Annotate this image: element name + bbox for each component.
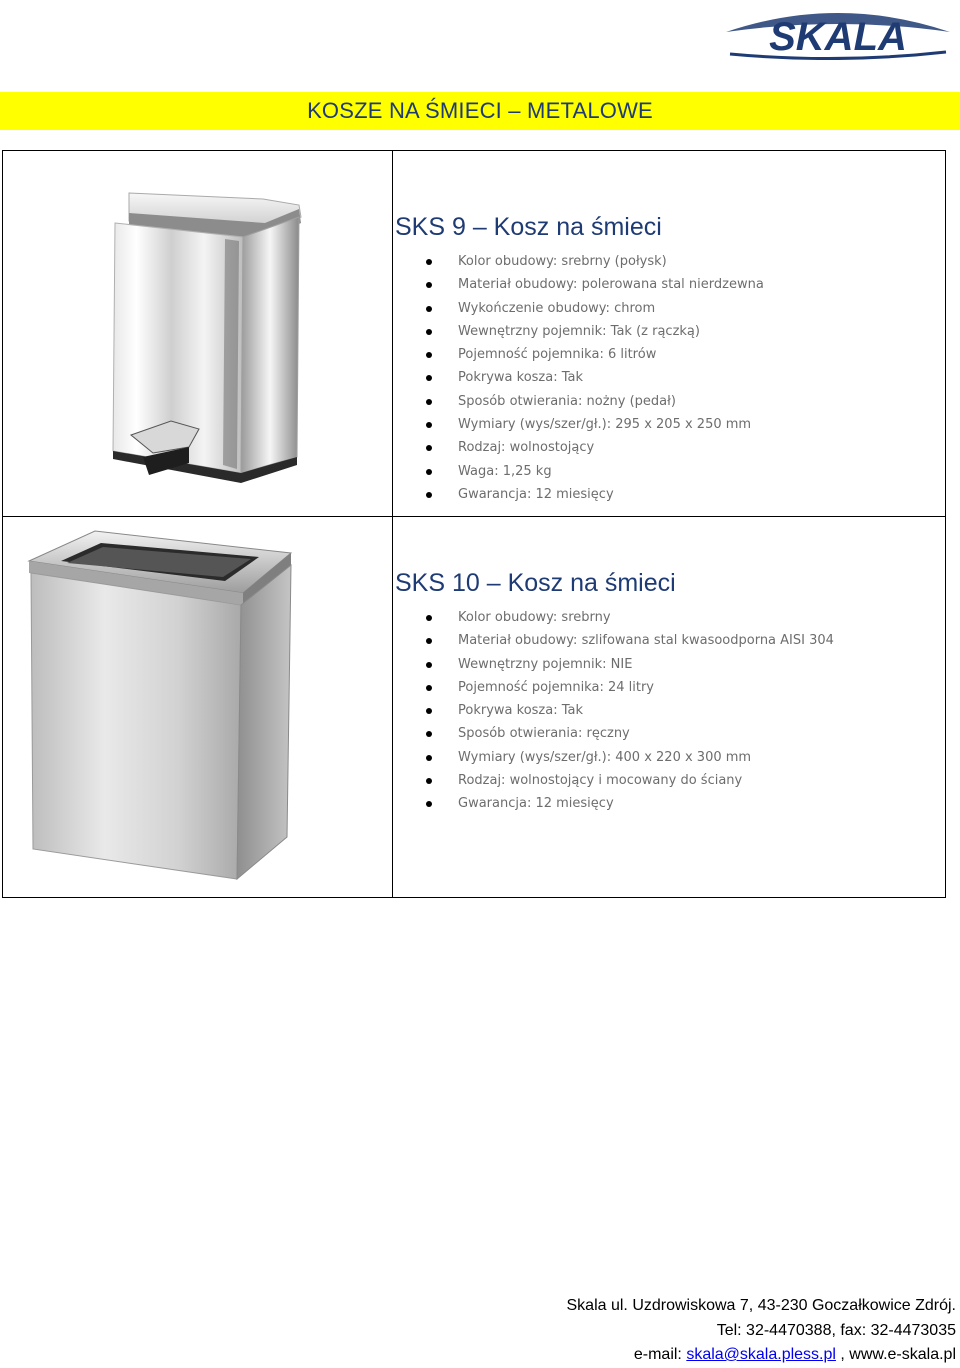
spec-item: Kolor obudowy: srebrny (połysk) — [415, 250, 764, 273]
spec-item: Pojemność pojemnika: 6 litrów — [415, 343, 764, 366]
product-title: SKS 9 – Kosz na śmieci — [395, 213, 662, 241]
spec-item: Wewnętrzny pojemnik: Tak (z rączką) — [415, 320, 764, 343]
product-image-cell — [3, 151, 393, 516]
footer-contact-line — [567, 1343, 957, 1368]
spec-item: Materiał obudowy: szlifowana stal kwasoodporna AISI 304 — [415, 629, 834, 652]
footer-phone: Tel: 32-4470388, fax: 32-4473035 — [716, 1321, 956, 1339]
spec-item: Wewnętrzny pojemnik: NIE — [415, 653, 834, 676]
product-details-cell — [393, 151, 945, 516]
spec-item: Gwarancja: 12 miesięcy — [415, 483, 764, 506]
spec-item: Sposób otwierania: nożny (pedał) — [415, 390, 764, 413]
spec-item: Wymiary (wys/szer/gł.): 295 x 205 x 250 mm — [415, 413, 764, 436]
spec-list — [415, 606, 834, 816]
spec-list — [415, 250, 764, 506]
product-details-cell — [393, 517, 945, 897]
spec-item: Sposób otwierania: ręczny — [415, 722, 834, 745]
footer — [567, 1294, 957, 1368]
spec-item: Gwarancja: 12 miesięcy — [415, 792, 834, 815]
spec-item: Wykończenie obudowy: chrom — [415, 297, 764, 320]
spec-item: Pojemność pojemnika: 24 litry — [415, 676, 834, 699]
website-link[interactable]: www.e-skala.pl — [849, 1346, 956, 1363]
logo-graphic — [722, 2, 954, 60]
email-label: e-mail: — [633, 1346, 687, 1363]
spec-item: Pokrywa kosza: Tak — [415, 366, 764, 389]
separator: , — [835, 1346, 850, 1363]
footer-address: Skala ul. Uzdrowiskowa 7, 43-230 Goczałkowice Zdrój. — [566, 1297, 956, 1314]
product-table — [2, 150, 946, 898]
spec-item: Pokrywa kosza: Tak — [415, 699, 834, 722]
title-bar — [0, 92, 960, 130]
spec-item: Waga: 1,25 kg — [415, 460, 764, 483]
page-title: KOSZE NA ŚMIECI – METALOWE — [307, 98, 653, 123]
product-row-sks9 — [3, 151, 945, 516]
spec-item: Materiał obudowy: polerowana stal nierdzewna — [415, 273, 764, 296]
product-title: SKS 10 – Kosz na śmieci — [395, 569, 676, 597]
spec-item: Rodzaj: wolnostojący — [415, 436, 764, 459]
email-link[interactable]: skala@skala.pless.pl — [686, 1346, 836, 1363]
spec-item: Rodzaj: wolnostojący i mocowany do ściany — [415, 769, 834, 792]
spec-item: Kolor obudowy: srebrny — [415, 606, 834, 629]
skala-logo — [722, 2, 954, 60]
spec-item: Wymiary (wys/szer/gł.): 400 x 220 x 300 mm — [415, 746, 834, 769]
pedal-bin-icon — [3, 151, 392, 515]
logo-text: SKALA — [769, 15, 907, 59]
product-row-sks10 — [3, 516, 945, 897]
open-top-bin-icon — [3, 517, 392, 897]
product-image-cell — [3, 517, 393, 897]
